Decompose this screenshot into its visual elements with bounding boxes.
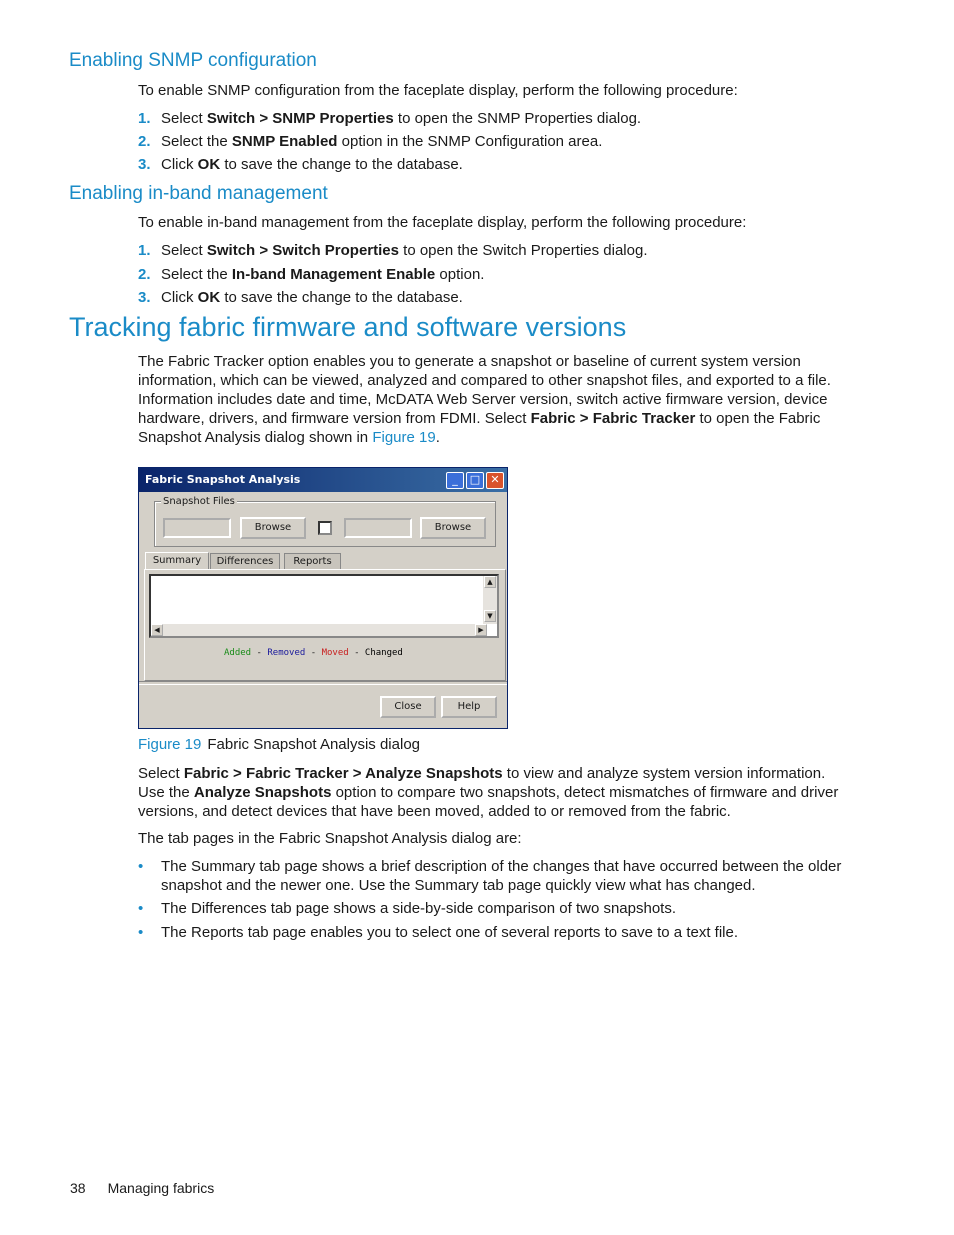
menu-path: Fabric > Fabric Tracker > Analyze Snapshots bbox=[183, 765, 503, 782]
step-text: Click bbox=[161, 289, 198, 306]
browse-button-1[interactable]: Browse bbox=[240, 517, 306, 539]
scroll-down-icon[interactable]: ▼ bbox=[484, 610, 496, 622]
section-name: Managing fabrics bbox=[107, 1180, 215, 1196]
step-text: Select bbox=[161, 242, 207, 259]
step-number: 1. bbox=[138, 110, 151, 127]
step-number: 3. bbox=[138, 156, 151, 173]
snapshot-file-1-field[interactable] bbox=[163, 518, 231, 538]
page-footer bbox=[70, 1180, 236, 1196]
fabric-snapshot-dialog bbox=[138, 467, 508, 729]
inband-intro: To enable in-band management from the faceplate display, perform the following procedure: bbox=[138, 214, 747, 231]
step-number: 3. bbox=[138, 289, 151, 306]
bullet-text: The Differences tab page shows a side-by-side comparison of two snapshots. bbox=[161, 900, 676, 917]
step-text: Click bbox=[161, 156, 198, 173]
tab-differences[interactable]: Differences bbox=[210, 553, 280, 569]
legend-separator: - bbox=[251, 648, 268, 658]
step-text: Select the bbox=[161, 133, 232, 150]
step-text: option. bbox=[435, 266, 485, 283]
dialog-titlebar bbox=[139, 468, 507, 492]
paragraph-text: to view and analyze system version information. Use the bbox=[138, 765, 826, 801]
bullet-text: The Summary tab page shows a brief description of the changes that have occurred between the older snapshot and the newer one. Use the Summary tab page quickly view what has changed. bbox=[161, 858, 842, 894]
page-number: 38 bbox=[70, 1180, 86, 1196]
help-button[interactable]: Help bbox=[441, 696, 497, 718]
inband-step-3 bbox=[138, 288, 463, 307]
close-button[interactable]: Close bbox=[380, 696, 436, 718]
change-legend bbox=[224, 648, 403, 658]
step-command: In-band Management Enable bbox=[231, 266, 436, 283]
tracking-paragraph bbox=[138, 352, 848, 447]
browse-button-2[interactable]: Browse bbox=[420, 517, 486, 539]
snapshot-files-group bbox=[154, 496, 496, 547]
step-text: Select the bbox=[161, 266, 232, 283]
step-command: Switch > SNMP Properties bbox=[206, 110, 394, 127]
minimize-button[interactable]: _ bbox=[446, 472, 464, 489]
snmp-step-3 bbox=[138, 155, 463, 174]
step-text: to open the Switch Properties dialog. bbox=[399, 242, 648, 259]
horizontal-scrollbar[interactable] bbox=[151, 624, 487, 636]
compare-checkbox[interactable] bbox=[318, 521, 332, 535]
paragraph-text: The Fabric Tracker option enables you to generate a snapshot or baseline of current system version information, which can be viewed, analyzed and compared to other snapshot files, and exported to a file. Information includes date and time, McDATA Web Server version, switch active firmware version, device hardware, drivers, and firmware version from FDMI. Select bbox=[138, 353, 831, 427]
step-number: 2. bbox=[138, 266, 151, 283]
step-command: OK bbox=[197, 156, 221, 173]
step-command: Switch > Switch Properties bbox=[206, 242, 399, 259]
legend-removed: Removed bbox=[267, 648, 306, 658]
menu-path: Fabric > Fabric Tracker bbox=[530, 410, 696, 427]
scroll-up-icon[interactable]: ▲ bbox=[484, 576, 496, 588]
bullet-icon: • bbox=[138, 858, 144, 875]
snmp-intro: To enable SNMP configuration from the faceplate display, perform the following procedure: bbox=[138, 82, 738, 99]
scroll-right-icon[interactable]: ▶ bbox=[475, 624, 487, 636]
inband-step-1 bbox=[138, 241, 647, 260]
summary-text-area[interactable] bbox=[149, 574, 499, 638]
figure-caption-text: Fabric Snapshot Analysis dialog bbox=[207, 736, 420, 753]
list-item bbox=[138, 857, 848, 895]
step-command: SNMP Enabled bbox=[231, 133, 338, 150]
figure-link[interactable]: Figure 19 bbox=[372, 429, 436, 446]
summary-panel bbox=[144, 569, 506, 681]
bullet-text: The Reports tab page enables you to select one of several reports to save to a text file. bbox=[161, 924, 739, 941]
step-number: 1. bbox=[138, 242, 151, 259]
legend-changed: Changed bbox=[364, 648, 403, 658]
figure-caption bbox=[138, 736, 420, 753]
paragraph-text: . bbox=[435, 429, 440, 446]
vertical-scrollbar[interactable] bbox=[483, 576, 497, 624]
snmp-step-2 bbox=[138, 132, 602, 151]
analyze-paragraph bbox=[138, 764, 848, 821]
step-text: to save the change to the database. bbox=[220, 156, 463, 173]
snmp-step-1 bbox=[138, 109, 641, 128]
tab-reports[interactable]: Reports bbox=[284, 553, 341, 569]
option-name: Analyze Snapshots bbox=[193, 784, 332, 801]
step-text: Select bbox=[161, 110, 207, 127]
inband-step-2 bbox=[138, 265, 484, 284]
step-command: OK bbox=[197, 289, 221, 306]
tab-summary[interactable]: Summary bbox=[145, 552, 209, 569]
dialog-title: Fabric Snapshot Analysis bbox=[145, 473, 301, 486]
heading-tracking: Tracking fabric firmware and software versions bbox=[69, 312, 627, 342]
paragraph-text: Select bbox=[138, 765, 184, 782]
snapshot-file-2-field[interactable] bbox=[344, 518, 412, 538]
heading-inband: Enabling in-band management bbox=[69, 183, 328, 204]
dialog-separator bbox=[139, 681, 507, 685]
group-label: Snapshot Files bbox=[163, 496, 235, 507]
close-window-button[interactable]: ✕ bbox=[486, 472, 504, 489]
step-number: 2. bbox=[138, 133, 151, 150]
legend-separator: - bbox=[348, 648, 365, 658]
step-text: to save the change to the database. bbox=[220, 289, 463, 306]
legend-added: Added bbox=[224, 648, 252, 658]
list-item bbox=[138, 923, 848, 942]
legend-moved: Moved bbox=[321, 648, 349, 658]
bullet-icon: • bbox=[138, 924, 144, 941]
step-text: to open the SNMP Properties dialog. bbox=[393, 110, 642, 127]
bullet-icon: • bbox=[138, 900, 144, 917]
heading-snmp: Enabling SNMP configuration bbox=[69, 50, 317, 71]
maximize-button[interactable]: □ bbox=[466, 472, 484, 489]
paragraph-text: to open the Fabric Snapshot Analysis dialog shown in bbox=[138, 410, 821, 446]
list-item bbox=[138, 899, 848, 918]
tabs-intro: The tab pages in the Fabric Snapshot Analysis dialog are: bbox=[138, 830, 522, 847]
scroll-left-icon[interactable]: ◀ bbox=[151, 624, 163, 636]
step-text: option in the SNMP Configuration area. bbox=[337, 133, 603, 150]
legend-separator: - bbox=[305, 648, 322, 658]
paragraph-text: option to compare two snapshots, detect mismatches of firmware and driver versions, and detect devices that have been moved, added to or removed from the fabric. bbox=[138, 784, 839, 820]
figure-label: Figure 19 bbox=[138, 736, 202, 753]
